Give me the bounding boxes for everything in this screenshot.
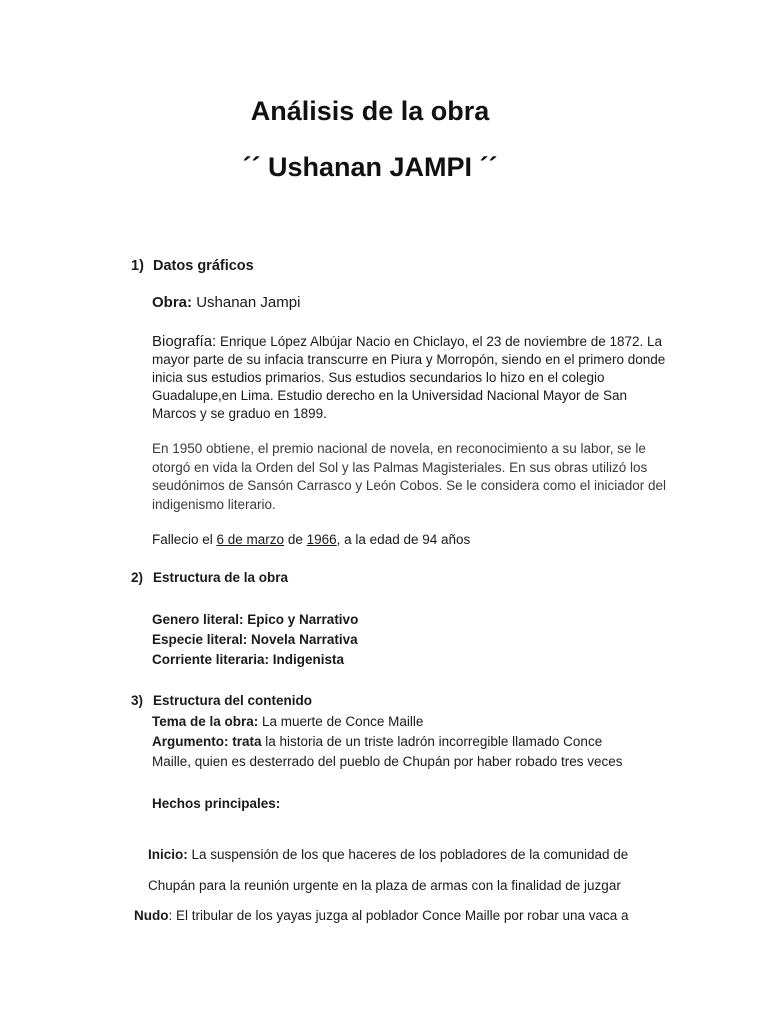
death-mid: de [284,532,307,547]
biografia-text: Enrique López Albújar Nacio en Chiclayo, el 23 de noviembre de 1872. La mayor parte de su infacia transcurre en Piura y Morropón, siendo en el primero donde inicia sus estudios primarios. Sus estudios secundarios lo hizo en el colegio Guadalupe,en Lima. Estudio derecho en la Universidad Nacional Mayor de San Marcos y se graduo en 1899. [152,334,666,421]
argumento-line2: Maille, quien es desterrado del pueblo de Chupán por haber robado tres veces [152,754,623,769]
section1-number: 1) [131,258,144,274]
obra-line [152,294,300,312]
argumento-line1 [152,733,602,751]
inicio-line1 [148,846,628,864]
section1-heading-text: Datos gráficos [153,258,254,274]
hechos-heading: Hechos principales: [152,796,281,811]
section2-number: 2) [131,570,144,585]
death-suffix: , a la edad de 94 años [336,532,471,547]
argumento-label: Argumento: trata [152,734,262,749]
tema-line [152,713,423,731]
death-date-link[interactable]: 6 de marzo [216,532,285,547]
section2-heading-text: Estructura de la obra [153,570,289,585]
death-prefix: Fallecio el [152,532,217,547]
inicio-text-1: La suspensión de los que haceres de los pobladores de la comunidad de [187,847,629,862]
tema-label: Tema de la obra: [152,714,259,729]
especie-line: Especie literal: Novela Narrativa [152,632,358,647]
document-title: Análisis de la obra [250,96,490,126]
paragraph-1950: En 1950 obtiene, el premio nacional de novela, en reconocimiento a su labor, se le otorgó en vida la Orden del Sol y las Palmas Magisteriales. En sus obras utilizó los seudónimos de Sansón Carrasco y León Cobos. Se le considera como el iniciador del indigenismo literario. [152,441,667,512]
section3-heading [131,692,312,710]
corriente-line: Corriente literaria: Indigenista [152,652,345,667]
argumento-text-1: la historia de un triste ladrón incorregible llamado Conce [261,734,603,749]
tema-value: La muerte de Conce Maille [258,714,424,729]
inicio-line2: Chupán para la reunión urgente en la plaza de armas con la finalidad de juzgar [148,878,621,893]
death-line [152,531,470,549]
inicio-label: Inicio: [148,847,188,862]
section3-heading-text: Estructura del contenido [153,693,313,708]
section2-heading [131,569,288,587]
death-year-link[interactable]: 1966 [306,532,337,547]
nudo-text: : El tribular de los yayas juzga al poblador Conce Maille por robar una vaca a [168,908,629,923]
genero-line: Genero literal: Epico y Narrativo [152,612,359,627]
obra-value: Ushanan Jampi [196,294,301,311]
nudo-line [134,907,629,925]
section3-number: 3) [131,693,144,708]
section1-heading [131,257,254,275]
obra-label: Obra: [152,294,193,311]
biografia-paragraph [152,333,672,423]
nudo-label: Nudo [134,908,169,923]
document-subtitle: ´´ Ushanan JAMPI ´´ [242,152,498,182]
biografia-label: Biografía: [152,333,217,350]
